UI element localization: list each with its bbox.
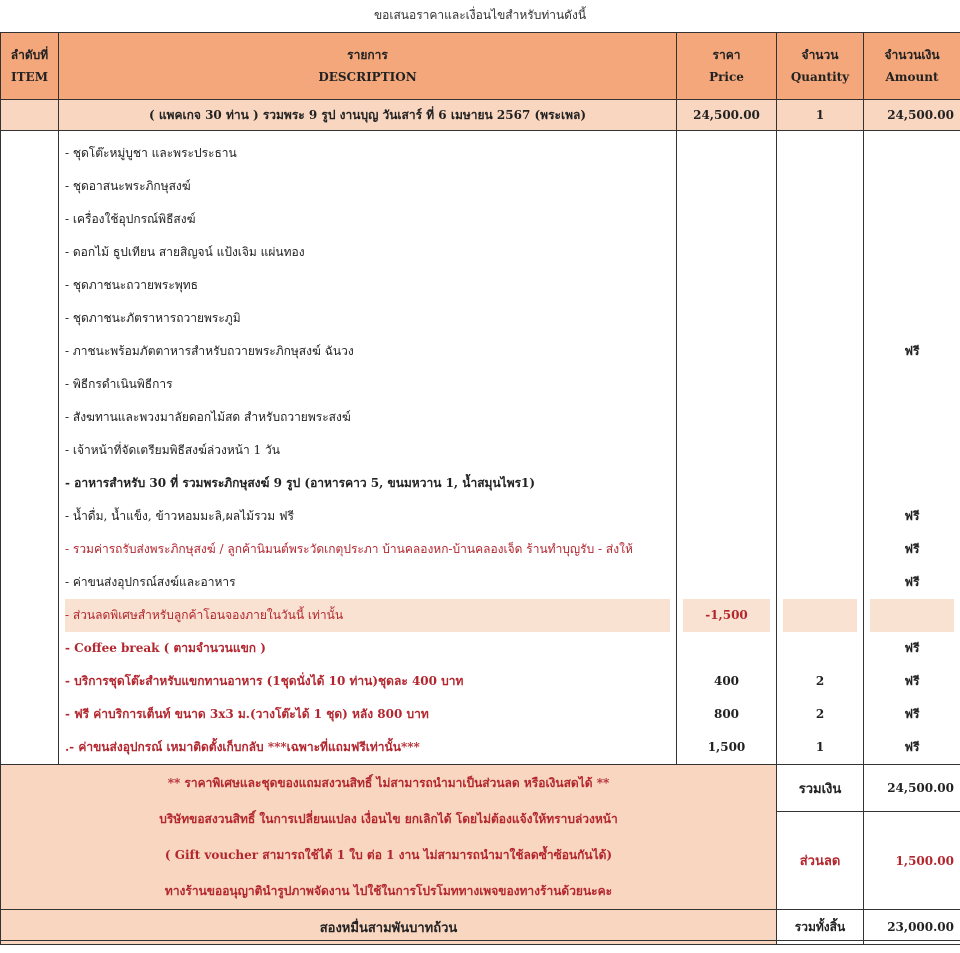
package-price: 24,500.00 — [677, 100, 777, 131]
line-item-amount — [870, 137, 954, 170]
subtotal-value: 24,500.00 — [864, 765, 960, 812]
line-item-description: - พิธีกรดำเนินพิธีการ — [65, 368, 670, 401]
line-item-price: -1,500 — [683, 599, 770, 632]
line-item-amount: ฟรี — [870, 566, 954, 599]
line-item-amount: ฟรี — [870, 533, 954, 566]
line-item-quantity — [783, 434, 857, 467]
line-item-quantity — [783, 467, 857, 500]
line-item-description: - ค่าขนส่งอุปกรณ์สงฆ์และอาหาร — [65, 566, 670, 599]
package-description: ( แพคเกจ 30 ท่าน ) รวมพระ 9 รูป งานบุญ วันเสาร์ ที่ 6 เมษายน 2567 (พระเพล) — [59, 100, 677, 131]
line-item-description: - ชุดโต๊ะหมู่บูชา และพระประธาน — [65, 137, 670, 170]
line-item-amount — [870, 302, 954, 335]
line-item-price — [683, 335, 770, 368]
line-item-description: - ภาชนะพร้อมภัตตาหารสำหรับถวายพระภิกษุสงฆ์ ฉันวง — [65, 335, 670, 368]
notes-row — [1, 765, 960, 812]
line-item-description: - ส่วนลดพิเศษสำหรับลูกค้าโอนจองภายในวันนี้ เท่านั้น — [65, 599, 670, 632]
line-item-price — [683, 434, 770, 467]
items-quantity-column — [777, 131, 864, 765]
line-item-description: - บริการชุดโต๊ะสำหรับแขกทานอาหาร (1ชุดนั่งได้ 10 ท่าน)ชุดละ 400 บาท — [65, 665, 670, 698]
term-line: ทางร้านขออนุญาตินำรูปภาพจัดงาน ไปใช้ในการโปรโมททางเพจของทางร้านด้วยนะคะ — [7, 873, 770, 909]
line-item-price — [683, 137, 770, 170]
line-item-quantity: 2 — [783, 665, 857, 698]
line-item-price — [683, 566, 770, 599]
line-item-description: .- ค่าขนส่งอุปกรณ์ เหมาติดตั้งเก็บกลับ ***เฉพาะที่แถมฟรีเท่านั้น*** — [65, 731, 670, 764]
line-item-amount: ฟรี — [870, 632, 954, 665]
items-amount-column — [864, 131, 960, 765]
col-description-header: รายการ DESCRIPTION — [59, 33, 677, 100]
line-item-amount: ฟรี — [870, 731, 954, 764]
line-item-price — [683, 467, 770, 500]
package-amount: 24,500.00 — [864, 100, 960, 131]
terms-box — [1, 765, 777, 910]
line-item-quantity — [783, 170, 857, 203]
line-item-amount — [870, 236, 954, 269]
line-item-description: - เจ้าหน้าที่จัดเตรียมพิธีสงฆ์ล่วงหน้า 1 วัน — [65, 434, 670, 467]
term-line: ( Gift voucher สามารถใช้ได้ 1 ใบ ต่อ 1 งาน ไม่สามารถนำมาใช้ลดซ้ำซ้อนกันได้) — [7, 837, 770, 873]
line-item-amount — [870, 203, 954, 236]
line-item-description: - รวมค่ารถรับส่งพระภิกษุสงฆ์ / ลูกค้านิมนต์พระวัดเกตุประภา บ้านคลองหก-บ้านคลองเจ็ด ร้านทำบุญรับ - ส่งให้ — [65, 533, 670, 566]
line-item-amount — [870, 599, 954, 632]
line-item-price — [683, 632, 770, 665]
line-item-quantity — [783, 269, 857, 302]
items-price-column — [677, 131, 777, 765]
line-item-quantity — [783, 500, 857, 533]
total-value: 23,000.00 — [864, 910, 960, 945]
line-item-amount: ฟรี — [870, 500, 954, 533]
line-item-price: 400 — [683, 665, 770, 698]
line-item-description: - อาหารสำหรับ 30 ที่ รวมพระภิกษุสงฆ์ 9 รูป (อาหารคาว 5, ขนมหวาน 1, น้ำสมุนไพร1) — [65, 467, 670, 500]
term-line: ** ราคาพิเศษและชุดของแถมสงวนสิทธิ์ ไม่สามารถนำมาเป็นส่วนลด หรือเงินสดได้ ** — [7, 765, 770, 801]
discount-value: 1,500.00 — [864, 812, 960, 910]
total-in-words: สองหมื่นสามพันบาทถ้วน — [1, 910, 777, 945]
line-item-price — [683, 500, 770, 533]
page-bottom-edge — [0, 940, 960, 953]
line-item-quantity: 2 — [783, 698, 857, 731]
table-header — [1, 33, 960, 100]
line-item-description: - ชุดภาชนะถวายพระพุทธ — [65, 269, 670, 302]
line-item-amount: ฟรี — [870, 335, 954, 368]
line-item-price — [683, 368, 770, 401]
line-item-price — [683, 302, 770, 335]
line-item-price — [683, 269, 770, 302]
line-item-quantity — [783, 599, 857, 632]
line-item-price — [683, 533, 770, 566]
line-item-description: - ชุดอาสนะพระภิกษุสงฆ์ — [65, 170, 670, 203]
line-item-price — [683, 401, 770, 434]
quotation-note: ขอเสนอราคาและเงื่อนไขสำหรับท่านดังนี้ — [0, 0, 960, 32]
line-item-description: - ชุดภาชนะภัตราหารถวายพระภูมิ — [65, 302, 670, 335]
term-line: บริษัทขอสงวนสิทธิ์ ในการเปลี่ยนแปลง เงื่อนไข ยกเลิกได้ โดยไม่ต้องแจ้งให้ทราบล่วงหน้า — [7, 801, 770, 837]
items-row — [1, 131, 960, 765]
line-item-quantity — [783, 137, 857, 170]
line-item-quantity — [783, 368, 857, 401]
line-item-quantity — [783, 401, 857, 434]
col-amount-header: จำนวนเงิน Amount — [864, 33, 960, 100]
line-item-amount — [870, 170, 954, 203]
line-item-amount: ฟรี — [870, 665, 954, 698]
line-item-description: - น้ำดื่ม, น้ำแข็ง, ข้าวหอมมะลิ,ผลไม้รวม ฟรี — [65, 500, 670, 533]
line-item-description: - ดอกไม้ ธูปเทียน สายสิญจน์ แป้งเจิม แผ่นทอง — [65, 236, 670, 269]
line-item-price: 800 — [683, 698, 770, 731]
line-item-quantity — [783, 302, 857, 335]
line-item-quantity — [783, 533, 857, 566]
discount-label: ส่วนลด — [777, 812, 864, 910]
line-item-price — [683, 203, 770, 236]
line-item-price — [683, 170, 770, 203]
subtotal-label: รวมเงิน — [777, 765, 864, 812]
line-item-amount: ฟรี — [870, 698, 954, 731]
line-item-quantity — [783, 203, 857, 236]
package-row — [1, 100, 960, 131]
line-item-description: - สังฆทานและพวงมาลัยดอกไม้สด สำหรับถวายพระสงฆ์ — [65, 401, 670, 434]
package-quantity: 1 — [777, 100, 864, 131]
line-item-description: - ฟรี ค่าบริการเต็นท์ ขนาด 3x3 ม.(วางโต๊ะได้ 1 ชุด) หลัง 800 บาท — [65, 698, 670, 731]
line-item-description: - Coffee break ( ตามจำนวนแขก ) — [65, 632, 670, 665]
line-item-amount — [870, 269, 954, 302]
line-item-price — [683, 236, 770, 269]
line-item-quantity — [783, 236, 857, 269]
line-item-amount — [870, 467, 954, 500]
total-label: รวมทั้งสิ้น — [777, 910, 864, 945]
line-item-quantity — [783, 335, 857, 368]
line-item-amount — [870, 401, 954, 434]
col-price-header: ราคา Price — [677, 33, 777, 100]
quotation-table — [0, 32, 960, 945]
col-item-header: ลำดับที่ ITEM — [1, 33, 59, 100]
line-item-amount — [870, 368, 954, 401]
line-item-quantity — [783, 632, 857, 665]
items-description-column — [59, 131, 677, 765]
line-item-quantity: 1 — [783, 731, 857, 764]
line-item-description: - เครื่องใช้อุปกรณ์พิธีสงฆ์ — [65, 203, 670, 236]
line-item-quantity — [783, 566, 857, 599]
line-item-amount — [870, 434, 954, 467]
col-quantity-header: จำนวน Quantity — [777, 33, 864, 100]
line-item-price: 1,500 — [683, 731, 770, 764]
